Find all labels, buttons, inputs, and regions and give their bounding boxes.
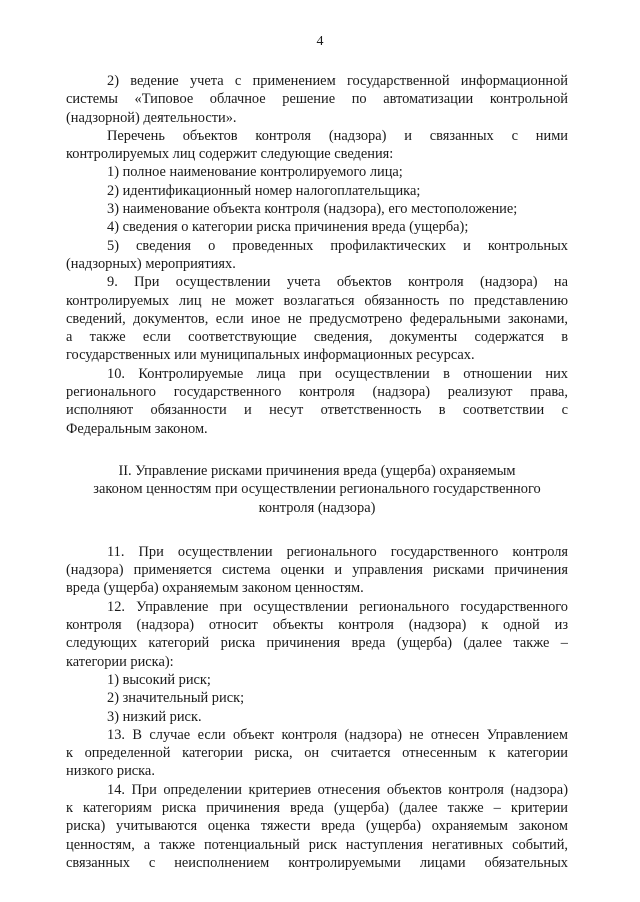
text-line: 4) сведения о категории риска причинения вреда (ущерба);: [107, 219, 469, 236]
text-line: а также если соответствующие сведения, документы содержатся в: [66, 329, 568, 346]
text-line: вреда (ущерба) охраняемым законом ценностям.: [66, 580, 364, 597]
text-line: государственных или муниципальных информационных ресурсах.: [66, 347, 475, 364]
text-line: 12. Управление при осуществлении регионального государственного: [107, 598, 568, 615]
text-line: ценностям, а также потенциальный риск наступления негативных событий,: [66, 836, 568, 853]
text-line: 2) ведение учета с применением государственной информационной: [107, 73, 568, 89]
text-line: Перечень объектов контроля (надзора) и связанных с ними: [107, 127, 568, 144]
text-line: связанных с неисполнением контролируемыми лицами обязательных: [66, 854, 568, 871]
text-line: 14. При определении критериев отнесения объектов контроля (надзора): [107, 781, 568, 798]
text-line: низкого риска.: [66, 763, 155, 780]
section-heading: [66, 462, 568, 517]
text-line: исполняют обязанности и несут ответственность в соответствии с: [66, 402, 568, 419]
text-block-2: [66, 543, 568, 872]
text-line: к категориям риска причинения вреда (ущерба) (далее также – критерии: [66, 799, 568, 816]
text-line: сведений, документов, если иное не предусмотрено федеральными законами,: [66, 310, 568, 327]
text-line: 13. В случае если объект контроля (надзора) не отнесен Управлением: [107, 726, 568, 743]
text-line: 9. При осуществлении учета объектов контроля (надзора) на: [107, 274, 568, 291]
text-line: системы «Типовое облачное решение по автоматизации контрольной: [66, 91, 568, 108]
text-line: 2) идентификационный номер налогоплательщика;: [107, 182, 421, 199]
text-line: контролируемых лиц не может возлагаться обязанность по представлению: [66, 292, 568, 309]
text-line: контролируемых лиц содержит следующие сведения:: [66, 146, 394, 163]
section-heading-line: II. Управление рисками причинения вреда (ущерба) охраняемым: [118, 462, 516, 479]
document-body: [66, 72, 568, 872]
text-line: 10. Контролируемые лица при осуществлении в отношении них: [107, 365, 568, 382]
text-line: 3) низкий риск.: [107, 708, 202, 725]
text-line: 11. При осуществлении регионального государственного контроля: [107, 543, 568, 560]
text-line: категории риска):: [66, 653, 174, 670]
text-line: риска) учитываются оценка тяжести вреда (ущерба) охраняемым законом: [66, 818, 568, 835]
text-line: 1) высокий риск;: [107, 671, 211, 688]
text-line: 1) полное наименование контролируемого лица;: [107, 164, 403, 181]
text-line: следующих категорий риска причинения вреда (ущерба) (далее также –: [66, 635, 568, 652]
text-line: (надзора) применяется система оценки и управления рисками причинения: [66, 562, 568, 579]
text-line: регионального государственного контроля (надзора) реализуют права,: [66, 384, 568, 401]
text-line: к определенной категории риска, он считается отнесенным к категории: [66, 745, 568, 762]
text-line: 3) наименование объекта контроля (надзора), его местоположение;: [107, 201, 518, 218]
text-line: 5) сведения о проведенных профилактических и контрольных: [107, 237, 568, 254]
text-line: 2) значительный риск;: [107, 690, 245, 707]
page-number: 4: [316, 34, 324, 49]
section-heading-line: законом ценностям при осуществлении регионального государственного: [93, 481, 541, 498]
text-block-1: [66, 72, 568, 438]
text-line: (надзорных) мероприятиях.: [66, 255, 236, 272]
section-heading-line: контроля (надзора): [258, 499, 376, 516]
text-line: Федеральным законом.: [66, 420, 208, 437]
text-line: контроля (надзора) относит объекты контроля (надзора) к одной из: [66, 617, 568, 634]
text-line: (надзорной) деятельности».: [66, 109, 237, 126]
